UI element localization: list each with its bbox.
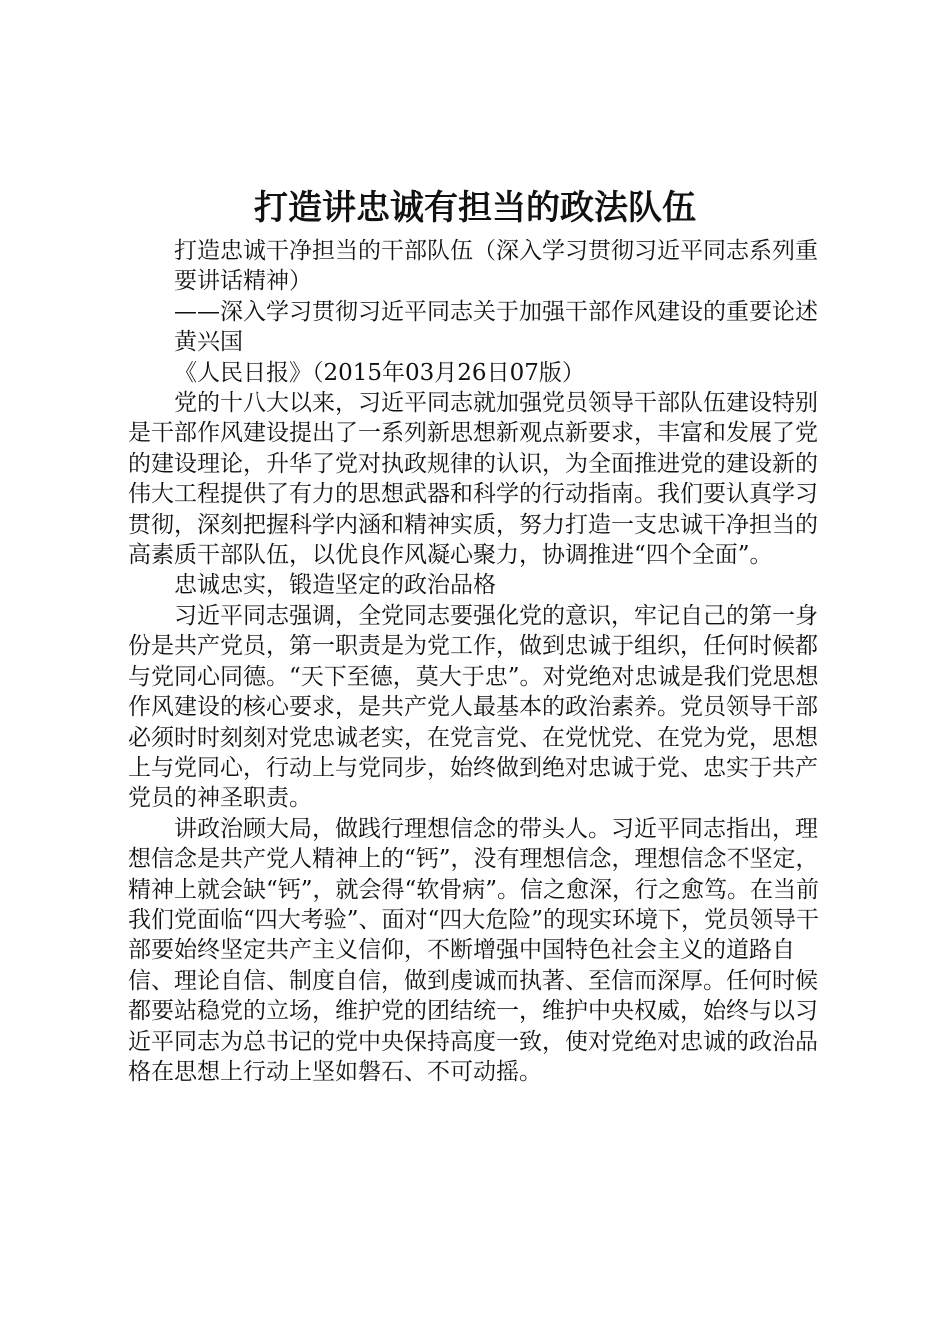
paragraph: 讲政治顾大局，做践行理想信念的带头人。习近平同志指出，理想信念是共产党人精神上的“钙”，没有理想信念，理想信念不坚定，精神上就会缺“钙”，就会得“软骨病”。信之愈深，行之愈笃。在当前我们党面临“四大考验”、面对“四大危险”的现实环境下，党员领导干部要始终坚定共产主义信仰，不断增强中国特色社会主义的道路自信、理论自信、制度自信，做到虔诚而执著、至信而深厚。任何时候都要站稳党的立场，维护党的团结统一，维护中央权威，始终与以习近平同志为总书记的党中央保持高度一致，使对党绝对忠诚的政治品格在思想上行动上坚如磐石、不可动摇。 xyxy=(128,815,820,1085)
paragraph: 习近平同志强调，全党同志要强化党的意识，牢记自己的第一身份是共产党员，第一职责是为党工作，做到忠诚于组织，任何时候都与党同心同德。“天下至德，莫大于忠”。对党绝对忠诚是我们党思想作风建设的核心要求，是共产党人最基本的政治素养。党员领导干部必须时时刻刻对党忠诚老实，在党言党、在党忧党、在党为党，思想上与党同心，行动上与党同步，始终做到绝对忠诚于党、忠实于共产党员的神圣职责。 xyxy=(128,602,819,812)
document-title: 打造讲忠诚有担当的政法队伍 xyxy=(254,188,696,228)
paragraph: 党的十八大以来，习近平同志就加强党员领导干部队伍建设特别是干部作风建设提出了一系列新思想新观点新要求，丰富和发展了党的建设理论，升华了党对执政规律的认识，为全面推进党的建设新的伟大工程提供了有力的思想武器和科学的行动指南。我们要认真学习贯彻，深刻把握科学内涵和精神实质，努力打造一支忠诚干净担当的高素质干部队伍，以优良作风凝心聚力，协调推进“四个全面”。 xyxy=(128,390,818,569)
subtitle: 打造忠诚干净担当的干部队伍（深入学习贯彻习近平同志系列重要讲话精神） xyxy=(174,238,818,295)
source-line: 《人民日报》（2015年03月26日07版） xyxy=(174,359,585,386)
document-body xyxy=(128,236,828,1087)
author: 黄兴国 xyxy=(174,329,243,356)
subtitle-secondary: ——深入学习贯彻习近平同志关于加强干部作风建设的重要论述 xyxy=(174,298,818,325)
section-heading: 忠诚忠实，锻造坚定的政治品格 xyxy=(174,572,496,599)
